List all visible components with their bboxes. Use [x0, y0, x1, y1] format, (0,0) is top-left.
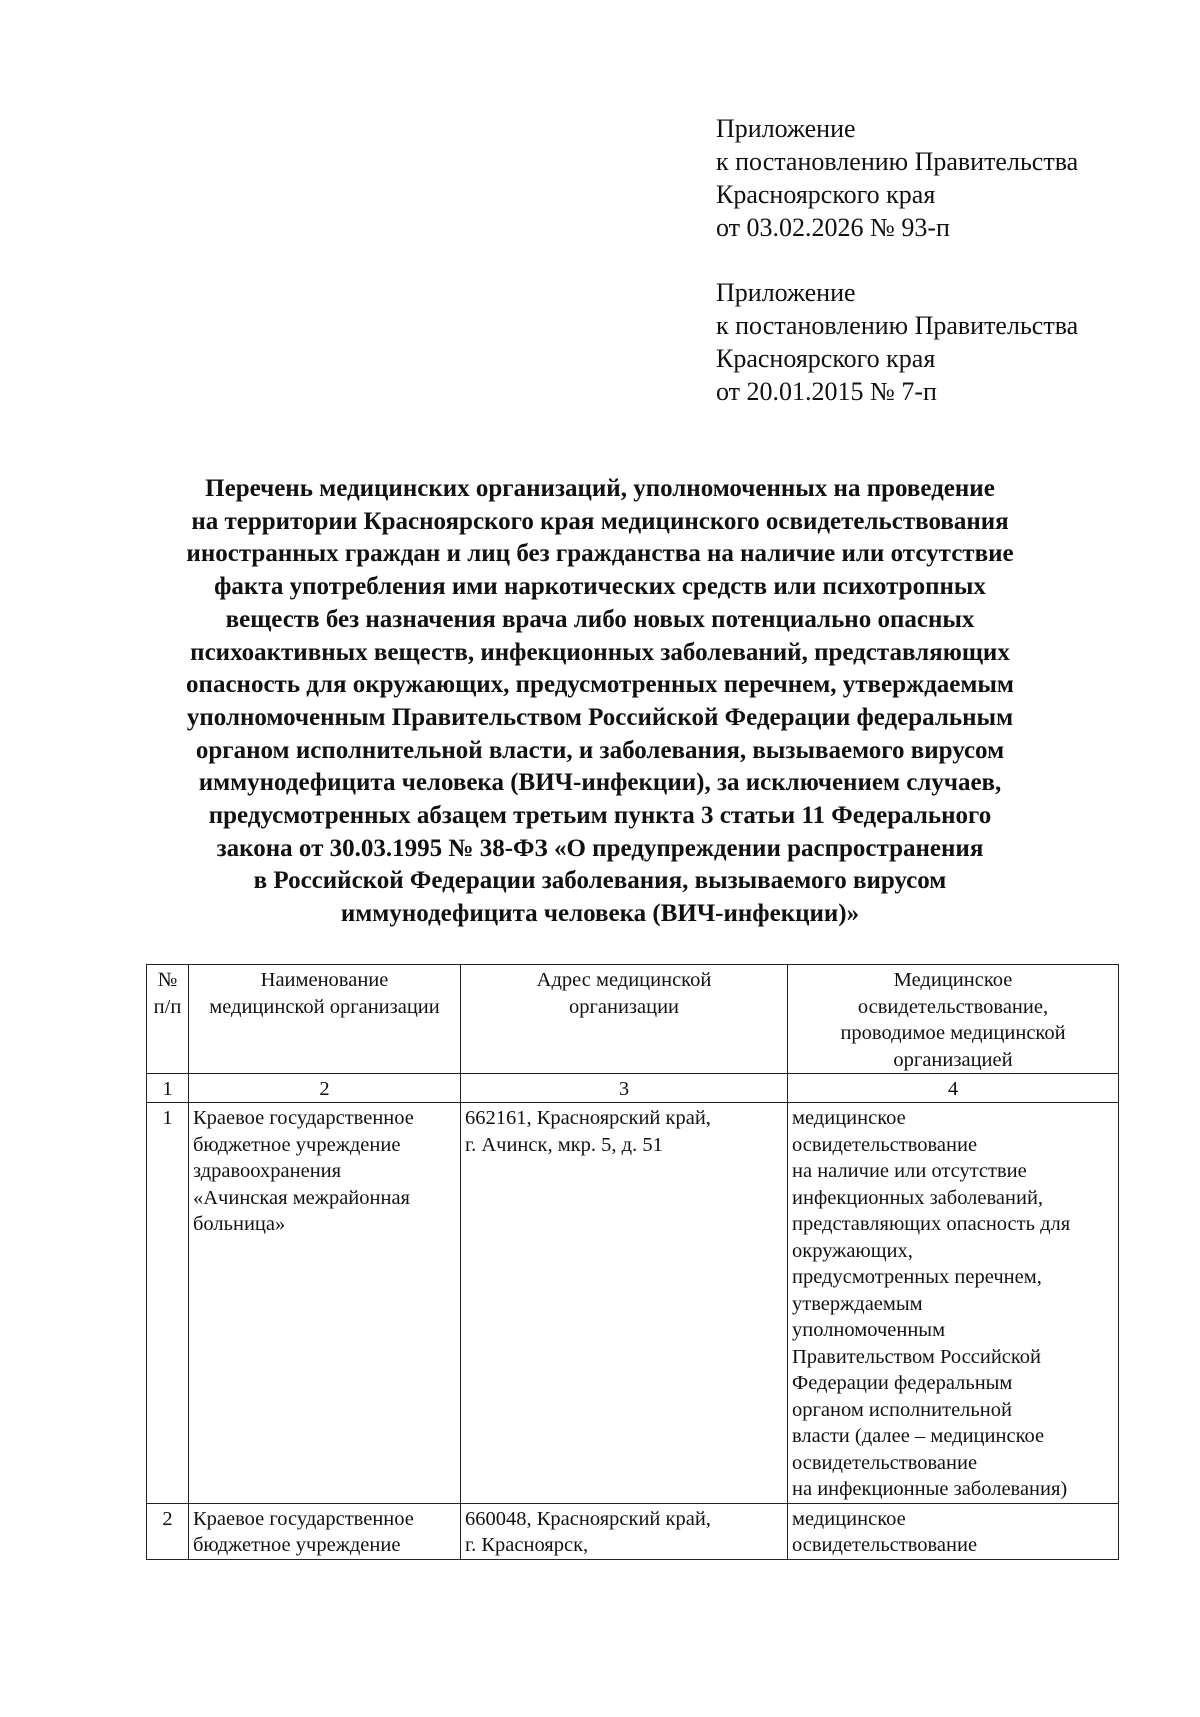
- organization-name: Краевое государственное бюджетное учреждение: [189, 1503, 461, 1559]
- column-number: 1: [147, 1074, 189, 1103]
- title-line: веществ без назначения врача либо новых потенциально опасных: [225, 605, 975, 633]
- appendix-resolution-ref: к постановлению Правительства: [716, 147, 1079, 176]
- title-line: факта употребления ими наркотических средств или психотропных: [214, 573, 986, 601]
- appendix-date-number: от 03.02.2026 № 93-п: [716, 213, 950, 242]
- header-organization-name: Наименование медицинской организации: [189, 965, 461, 1074]
- medical-examination-type: медицинское освидетельствование: [788, 1503, 1119, 1559]
- row-number: 2: [147, 1503, 189, 1559]
- title-line: опасность для окружающих, предусмотренных перечнем, утверждаемым: [186, 671, 1014, 699]
- title-line: иммунодефицита человека (ВИЧ-инфекции)»: [340, 900, 860, 928]
- appendix-current-reference: [716, 112, 1078, 244]
- appendix-region: Красноярского края: [716, 180, 936, 209]
- header-number: № п/п: [147, 965, 189, 1074]
- organization-name: Краевое государственное бюджетное учреждение здравоохранения «Ачинская межрайонная больница»: [189, 1103, 461, 1504]
- organization-address: 662161, Красноярский край, г. Ачинск, мкр. 5, д. 51: [461, 1103, 788, 1504]
- column-number: 3: [461, 1074, 788, 1103]
- title-line: в Российской Федерации заболевания, вызываемого вирусом: [253, 867, 947, 895]
- title-line: иностранных граждан и лиц без гражданства на наличие или отсутствие: [186, 540, 1014, 568]
- header-medical-examination: Медицинское освидетельствование, проводимое медицинской организацией: [788, 965, 1119, 1074]
- title-line: иммунодефицита человека (ВИЧ-инфекции), за исключением случаев,: [198, 769, 1002, 797]
- title-line: на территории Красноярского края медицинского освидетельствования: [191, 507, 1009, 535]
- row-number: 1: [147, 1103, 189, 1504]
- table-row: [147, 1503, 1119, 1559]
- table-row: [147, 1103, 1119, 1504]
- table-header-row: [147, 965, 1119, 1074]
- table-column-numbers-row: [147, 1074, 1119, 1103]
- title-line: органом исполнительной власти, и заболевания, вызываемого вирусом: [195, 736, 1005, 764]
- organizations-table: [146, 964, 1119, 1560]
- header-organization-address: Адрес медицинской организации: [461, 965, 788, 1074]
- appendix-date-number: от 20.01.2015 № 7-п: [716, 377, 937, 406]
- column-number: 4: [788, 1074, 1119, 1103]
- appendix-region: Красноярского края: [716, 344, 936, 373]
- document-title: [130, 473, 1070, 931]
- appendix-resolution-ref: к постановлению Правительства: [716, 311, 1079, 340]
- appendix-label: Приложение: [716, 278, 856, 307]
- title-line: Перечень медицинских организаций, уполномоченных на проведение: [205, 475, 995, 502]
- appendix-label: Приложение: [716, 114, 856, 143]
- appendix-previous-reference: [716, 276, 1078, 408]
- column-number: 2: [189, 1074, 461, 1103]
- title-line: психоактивных веществ, инфекционных заболеваний, представляющих: [190, 638, 1010, 666]
- title-line: предусмотренных абзацем третьим пункта 3 статьи 11 Федерального: [208, 802, 992, 830]
- title-line: закона от 30.03.1995 № 38-ФЗ «О предупреждении распространения: [216, 834, 984, 862]
- title-line: уполномоченным Правительством Российской Федерации федеральным: [186, 703, 1014, 731]
- organization-address: 660048, Красноярский край, г. Красноярск,: [461, 1503, 788, 1559]
- medical-examination-type: медицинское освидетельствование на наличие или отсутствие инфекционных заболеваний, представляющих опасность для окружающих, предусмотренных перечнем, утверждаемым уполномоченным Правительством Российской Федерации федеральным органом исполнительной власти (далее – медицинское освидетельствование на инфекционные заболевания): [788, 1103, 1119, 1504]
